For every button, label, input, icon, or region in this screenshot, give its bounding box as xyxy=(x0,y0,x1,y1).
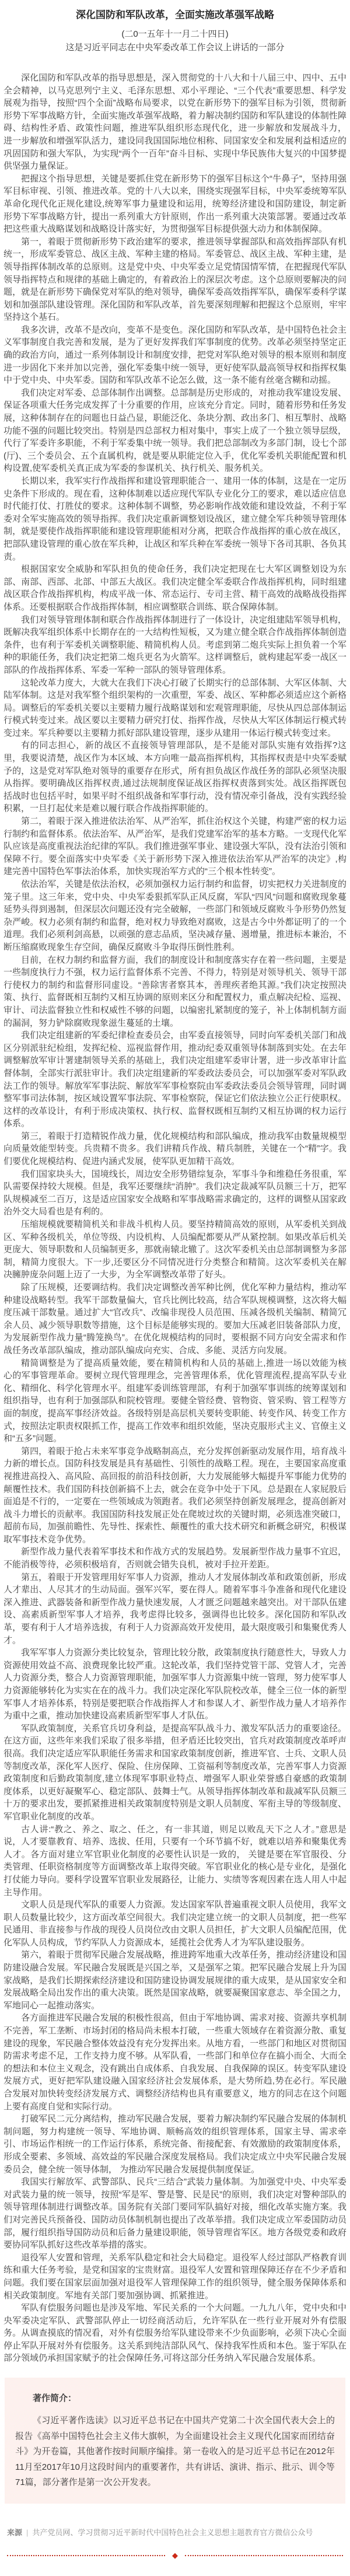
body-paragraph: 各方面推进军民融合发展的积极性很高，但由于军地协调、需求对接、资源共享机制不完善，军工垄断、市场封闭的格局尚未根本打破，一些重大领域存在着资源分散、重复建设的现象，军民融合整体效益没有充分发挥出来。从地方看，一些部门和地区对贯彻国防需求考虑不足，工作支持力度不够。从军队看，一些部门和单位存在搞小而全、大而全的想法和本位主义观念，没有跳出自成体系、自我发展、自我保障的误区。转变军队建设发展方式，更好把军队建设融入国家经济社会发展体系，是大势所趋,势在必行。军民融合发展对加快转变经济发展方式、调整经济结构也具有重要意义，地方的同志在这个问题上要有高度自觉和实际行动。 xyxy=(4,2013,346,2112)
book-intro-label: 著作简介： xyxy=(33,2393,77,2404)
body-paragraph: 第三，着眼于打造精锐作战力量，优化规模结构和部队编成，推动我军由数量规模型向质量效能型转变。兵贵精不贵多。我们讲精兵作战、精兵制胜，关键在一个“精”字。我们要优化规模结构、促进内涵式发展，使军队更加精干高效。 xyxy=(4,1131,346,1167)
article-body xyxy=(4,72,346,2365)
article-footer xyxy=(4,2527,346,2565)
body-paragraph: 除了压规模，还要调结构。我们决定调整改善军种比例，优化军种力量结构，推动军种建设战略转型。我军干部数量偏大，官兵比例比较高，结合军队规模调整，这次将大幅度压减干部数量。通过扩大“官改兵”、改编非现役人员范围、压减各级机关编制、精简冗余人员、减少领导职数等措施，这个目标是能够实现的。要加大压减老旧装备部队力度，为发展新型作战力量“腾笼换鸟”。在优化规模结构的同时，要根据不同方向安全需求和作战任务改革部队编成，推动部队编成向充实、合成、多能、灵活方向发展。 xyxy=(4,1282,346,1355)
body-paragraph: 深化国防和军队改革的指导思想是，深入贯彻党的十八大和十八届三中、四中、五中全会精神，以马克思列宁主义、毛泽东思想、邓小平理论、“三个代表”重要思想、科学发展观为指导，按照“四个全面”战略布局要求，以党在新形势下的强军目标为引领，贯彻新形势下军事战略方针，全面实施改革强军战略，着力解决制约国防和军队建设的体制性障碍、结构性矛盾、政策性问题，推进军队组织形态现代化，进一步解放和发展战斗力， 进一步解放和增强军队活力，建设同我国国际地位相称、同国家安全和发展利益相适应的巩固国防和强大军队，为实现“两个一百年”奋斗目标、实现中华民族伟大复兴的中国梦提供坚强力量保证。 xyxy=(4,73,346,172)
article-title: 深化国防和军队改革，全面实施改革强军战略 xyxy=(76,9,274,20)
body-paragraph: 长期以来，我军实行作战指挥和建设管理职能合一、建用一体的体制，这是在一定历史条件下形成的。现在看，这种体制难以适应现代军队专业化分工的要求，难以适应信息时代能打仗、打胜仗的要求。这种体制不调整，势必影响作战效能和建设效益，不利于军委对全军实施高效的领导指挥。我们决定重新调整划设战区，建立健全军兵种领导管理体制，就是要使作战指挥职能和建设管理职能相对分离，把联合作战指挥的重心放在战区，把部队建设管理的重心放在军兵种，让战区和军兵种在军委统一领导下各司其职、各负其责。 xyxy=(4,476,346,562)
body-paragraph: 第二，着眼于深入推进依法治军、从严治军，抓住治权这个关键，构建严密的权力运行制约和监督体系。依法治军、从严治军，是我们党建军治军的基本方略。一支现代化军队应该是高度重视法治纪律的军队。我们推进强军事业、建设强大军队，没有法治引领和保障不行。要全面落实中央军委《关于新形势下深入推进依法治军从严治军的决定》,构建完善中国特色军事法治体系，加快实现治军方式的“三个根本性转变”。 xyxy=(4,816,346,877)
body-paragraph: 古人讲:“教之、养之、取之、任之，有一非其道，则足以败乱天下之人才。”意思是说，人才要靠教育、培养、选拔、任用，只要有一个环节搞不好，就难以培养和聚集优秀人才。各方面对建立军官职业化制度的必要性认识是一致的， 关键是要在军官服役、分类管理、任职资格制度等方面调整改革上取得突破。军官职业化的核心是专业化，是强化打仗能力导向。要科学设置军官职业发展路径，让能力、实绩等客观因素在选人用人中起主导作用。 xyxy=(4,1824,346,1897)
source-line xyxy=(7,2527,343,2538)
body-paragraph: 我多次讲，改革不是改向，变革不是变色。深化国防和军队改革，是中国特色社会主义军事制度自我完善和发展，是为了更好发挥我们军事制度的优势。改革必须坚持坚定正确的政治方向，通过一系列体制设计和制度安排，把党对军队绝对领导的根本原则和制度进一步固化下来并加以完善，强化军委集中统一领导，更好使军队最高领导权和指挥权集中于党中央、中央军委。国防和军队改革不论怎么做，这一条不能有丝毫含糊和动摇。 xyxy=(4,324,346,386)
body-paragraph: 我国实行解放军、武警部队、民兵“三结合”武装力量体制。为加强党中央、中央军委对武装力量的统一领导，按照“军是军、警是警、民是民”的原则，我们决定对警种部队的领导管理体制进行调整改革。国务院有关部门要同军队搞好对接，细化改革实施方案。我们对完善民兵预备役、国防动员体制机制也提出了改革举措。我们决定成立军委国防动员部，履行组织指导国防动员和后备力量建设职能，领导管理省军区。地方各级党委和政府要协同军队抓好这些改革举措的落实。 xyxy=(4,2177,346,2250)
body-paragraph: 我们对领导管理体制和联合作战指挥体制进行了一体设计，决定组建陆军领导机构，既解决我军组织体系中长期存在的一大结构性短板，又为建立健全联合作战指挥体制创造条件，也有利于军委机关调整职能、精简机构人员。考虑到第二炮兵实际上担负着一个军种的职能任务，我们决定把第二炮兵更名为火箭军。这样调整后，就构建起军委一战区一部队的作战指挥体系、军委一军种一部队的领导管理体系。 xyxy=(4,614,346,675)
source-separator-icon: | xyxy=(26,2528,29,2537)
divider-line-left xyxy=(7,2555,165,2556)
body-paragraph: 根据国家安全威胁和军队担负的使命任务，我们决定把现在七大军区调整划设为东部、南部、西部、北部、中部五大战区。我们决定健全军委联合作战指挥机构，同时组建战区联合作战指挥机构，构成平战一体、常态运行、专司主营、精干高效的战略战役指挥体系。还要根据联合作战指挥体制，相应调整联合训练、联合保障体制。 xyxy=(4,564,346,612)
divider-line-right xyxy=(185,2555,343,2556)
body-paragraph: 有的同志担心，新的战区不直接领导管理部队，是不是能对部队实施有效指挥?这里，我要说清楚，战区作为本区域、本方向唯一最高指挥机构，其指挥权责是中央军委赋予的，这是党对军队绝对领导的重要存在形式，所有担负战区作战任务的部队必须坚决服从指挥。要明确战区指挥权责,通过法规制度保证战区指挥权责落到实处。战区指挥既包括战时也包括平时，如果平时不组织战备和军事行动，没有情况牵引备战，没有实践经验积累，一旦打起仗来是难以履行联合作战指挥职能的。 xyxy=(4,740,346,814)
article-date: (二0一五年十一月二十四日) xyxy=(121,29,229,39)
source-label: 来源 xyxy=(7,2528,23,2537)
body-paragraph: 打破军民二元分离结构，推动军民融合发展，要着力解决制约军民融合发展的体制机制问题，努力构建统一领导、军地协调、顺畅高效的组织管理体系，国家主导、需求牵引、市场运作相统一的工作运行体系，系统完备、衔接配套、有效激励的政策制度体系，形成全要素、多领域、高效益的军民融合深度发展格局。我们决定成立中央军民融合发展委员会，健全统一领导体制， 为推动军民融合发展提供制度保证。 xyxy=(4,2114,346,2175)
source-text: 共产党员网、学习贯彻习近平新时代中国特色社会主义思想主题教育官方微信公众号 xyxy=(32,2528,313,2537)
article-subtitle: 这是习近平同志在中央军委改革工作会议上讲话的一部分 xyxy=(65,43,285,53)
body-paragraph: 精简调整是为了提高质量效能，要在精简机构和人员的基础上,推进一场以效能为核心的军事管理革命。要树立现代管理理念，完善管理体系，优化管理流程,提高军队专业化、精细化、科学化管理水平。组建军委训练管理部，有利于加强军事训练的统筹谋划和组织指导，也有利于加强部队和院校管理。要健全管经费、管物资、管采购、管工程等方面的制度，提高军事经济效益。各级特别是高层机关要转变职能、转变作风、转变工作方式，按照法定职责权限抓工作，提高工作效率和组织效能，坚决克服形式主义、官僚主义和“五多”问题。 xyxy=(4,1358,346,1444)
body-paragraph: 目前，在权力制约和监督方面，我们的制度设计和制度落实存在着一些问题，主要是一些制度执行力不强，权力运行监督体系不完善、不得力，特别是对领导机关、领导干部行使权力的制约和监督形同虚设。“善除害者察其本，善理疾者绝其源。”我们决定按照决策、执行、监督既相互制约又相互协调的原则来区分和配置权力，重点解决纪检、巡视、审计、司法监督独立性和权威性不够的问题，以编密扎紧制度的笼子，补上体制机制方面的漏洞，努力铲除腐败现象滋生蔓延的土壤。 xyxy=(4,955,346,1028)
book-intro-text: 《习近平著作选读》以习近平总书记在中国共产党第二十次全国代表大会上的报告《高举中国特色社会主义伟大旗帜，为全面建设社会主义现代化国家而团结奋斗》为开卷篇，其他著作按时间顺序编排。第一卷收入的是习近平总书记在2012年11月至2017年10月这段时间内的重要著作，共有讲话、演讲、指示、批示、训令等71篇，部分著作是第一次公开发表。 xyxy=(15,2416,335,2488)
body-paragraph: 第四，着眼于抢占未来军事竞争战略制高点，充分发挥创新驱动发展作用，培育战斗力新的增长点。国防科技发展是具有基础性、引领性的战略工程。现在，主要国家高度重视推进高投入、高风险、高回报的前沿科技创新，大力发展能够大幅提升军事能力优势的颠覆性技术。我们国防科技创新搞不上去，就会在竞争中处于下风。总是跟在人家屁股后面追是不行的，一定要在一些领域成为领跑者。我们必须坚持创新发展理念，提高创新对战斗力增长的贡献率。我国国防科技发展正处在爬坡过坎的关键时期，必须选准突破口，超前布局，加强前瞻性、先导性、探索性、颠覆性的重大技术研究和新概念研究，积极谋取军事技术竞争优势。 xyxy=(4,1446,346,1544)
body-paragraph: 依法治军，关键是依法治权，必须加强权力运行制约和监督，切实把权力关进制度的笼子里。这三年来，党中央、中央军委狠抓军队正风反腐，军队“四风”问题和腐败现象蔓延势头得到遏制，但深层次问题还没有完全破解，一些部门和领域反腐败斗争形势仍然复杂严峻。权力必须有制约和监督，绝对权力导致绝对腐败，这是古今中外都证明了的一个道理。我们必须利剑高悬，以顽强的意志品质，坚决减存量、遏增量，推进标本兼治，不断压缩腐败现象生存空间，确保反腐败斗争取得压倒性胜利。 xyxy=(4,879,346,952)
decorative-divider xyxy=(7,2552,343,2565)
article-header xyxy=(4,8,346,54)
body-paragraph: 第六，着眼于贯彻军民融合发展战略，推进跨军地重大改革任务，推动经济建设和国防建设融合发展。军民融合发展既是兴国之举，又是强军之策。把军民融合发展上升为国家战略，是我们长期探索经济建设和国防建设协调发展规律的重大成果，是从国家安全和发展战略全局出发作出的重大决策。既然是国家战略，就要凝聚国家意志、举全国之力，军地同心一起推动落实。 xyxy=(4,1950,346,2011)
body-paragraph: 军队有偿服务问题也是涉及军地、军民关系的一个大问题。一九九八年，党中央和中央军委决定军队、武警部队停止一切经商活动后，允许军队在一些行业开展对外有偿服务。从调查摸底的情况看，对外有偿服务给军队建设带来不少负面影响，必须下决心全面停止军队开展对外有偿服务。这关系到纯洁部队风气、保持我军性质和本色。鉴于军队在部分领域仍承担国家赋予的社会保障任务,可将这部分任务纳入军民融合发展体系。 xyxy=(4,2303,346,2364)
body-paragraph: 退役军人安置和管理，关系军队稳定和社会大局稳定。退役军人经过部队严格教育训练和重大任务考验，是党和国家的宝贵财富。退役军人安置和管理保障还存在不少矛盾和问题。我们要在国家层面加强对退役军人管理保障工作的组织领导，健全服务保障体系和相关政策制度。军地有关部门要加强协调、抓紧推进。 xyxy=(4,2252,346,2301)
diamond-icon: ◆ xyxy=(172,2550,178,2560)
body-paragraph: 文职人员是现代军队的重要人力资源。发达国家军队普遍重视文职人员使用，我军文职人员数量比较少，这方面改革空间很大。我们决定建立统一的文职人员制度，把一些军民通用、非直接参与作战的现役人员岗位改由文职人员担任，扩大文职人员编配范围，优化军队人员构成，节约军队人力资源成本，延揽社会优秀人才为军队建设服务。 xyxy=(4,1900,346,1948)
body-paragraph: 新型作战力量代表着军事技术和作战方式的发展趋势。发展新型作战力量事不宜迟，不能消极等待，必须积极培育，否则就会错失良机，被对手拉开差距。 xyxy=(4,1547,346,1570)
body-paragraph: 压缩规模就要精简机关和非战斗机构人员。要坚持精简高效的原则，从军委机关到战区、军种各级机关，单位等级、内设机构、人员编配都要从严从紧控制。如果改革后机关更庞大、领导职数和人员编制更多，那就南辕北辙了。这次军委机关由总部制调整为多部制，精简力度很大。下一步,还要区分不同情况进行分类整合和精简。这次军委机关在解决臃肿庞杂问题上迈了一大步，为全军调整改革带了好头。 xyxy=(4,1219,346,1280)
body-paragraph: 第五，着眼于开发管理用好军事人力资源，推动人才发展体制改革和政策创新，形成人才辈出、人尽其才的生动局面。强军兴军，要在得人。随着军事斗争准备和现代化建设深入推进、武器装备和新型作战力量快速发展，人才匮乏问题越来越突出。对干部队伍建设、高素质新型军事人才培养，我考虑得比较多，强调得也比较多。深化国防和军队改革，要有利于人才培养选拔，有利于人力资源高效开发使用，最大限度吸引和集聚优秀人才。 xyxy=(4,1572,346,1645)
body-paragraph: 这轮改革力度大，大就大在我们下决心打破了长期实行的总部体制、大军区体制、大陆军体制。这是对我军整个组织架构的一次重塑，军委、战区、军种都必须适应这个新格局。调整后的军委机关要以主要精力履行战略谋划和宏观管理职能，尽快从四总部体制运行模式转变过来。战区要以主要精力研究打仗、指挥作战，尽快从大军区体制运行模式转变过来。军兵种要以主要精力抓好部队建设管理，逐步从建用一体运行模式转变过来。 xyxy=(4,677,346,738)
body-paragraph: 我军军事人力资源分类比较复杂，管理比较分散，政策制度执行随意性大，导致人力资源使用效益不高、浪费现象比较严重。这轮改革，我们坚持党管干部、党管人才，完善人力资源分类，整合人力资源管理职能，加强军事人力资源集中统一管理，努力使军事人力资源能够转化为实实在在的战斗力。我们决定深化军队院校改革，健全三位一体的新型军事人才培养体系，特别是要把联合作战指挥人才和参谋人才、新型作战力量人才培养作为重中之重，推动加快建设高素质新型军事人才队伍。 xyxy=(4,1648,346,1721)
body-paragraph: 军队政策制度，关系官兵切身利益，是提高军队战斗力、激发军队活力的重要途径。在这方面，这些年来我们采取了很多举措，但矛盾还比较突出，官兵对政策制度改革呼声很高。我们决定适应军队职能任务需求和国家政策制度创新，推进军官、士兵、文职人员等制度改革，深化军人医疗、保险、住房保障、工资福利等制度改革，完善军事人力资源政策制度和后勤政策制度,建立体现军事职业特点、增强军人职业荣誉感自豪感的政策制度体系，以更好凝聚军心、稳定部队、鼓舞士气。从领导指挥体制改革和裁减军队员额三十万的要求出发，要抓紧推进相关政策制度特别是文职人员制度、军衔主导的等级制度、军官职业化制度的改革。 xyxy=(4,1723,346,1822)
body-paragraph: 第一，着眼于贯彻新形势下政治建军的要求，推进领导掌握部队和高效指挥部队有机统一，形成军委管总、战区主战、军种主建的格局。军委管总、战区主战、军种主建，是领导指挥体制改革的总原则。这是党中央、中央军委立足党情国情军情，在把握现代军队领导指挥特点和规律的基础上确定的，有着政治上的深层次考虑。这个总原则要解决的问题，就是在新形势下确保党对军队的绝对领导，确保军委高效指挥军队，确保军委科学谋划和加强部队建设管理。深化国防和军队改革，首先要深刻理解和把握这个总原则，牢牢坚持这个基石。 xyxy=(4,236,346,323)
body-paragraph: 我们决定对军委、总部体制作出调整。总部制是历史形成的，对推动我军建设发展、保证各项重大任务完成发挥了十分重要的作用，应该充分肯定。同时，随着形势和任务发展，这种体制存在的问题也日益凸显，职能泛化、条块分割、政出多门、相互掣肘、战略功能不强的问题比较突出。特别是四总部权力相对集中，事实上成了一个独立领导层级，代行了军委许多职能，不利于军委集中统一领导。我们把总部制改为多部门制，设七个部(厅)、三个委员会、五个直属机构，就是要从职能定位入手，优化军委机关职能配置和机构设置,使军委机关真正成为军委的参谋机关、执行机关、服务机关。 xyxy=(4,387,346,474)
body-paragraph: 把握这个指导思想，关键是要抓住党在新形势下的强军目标这个“牛鼻子”，坚持用强军目标审视、引领、推进改革。党的十八大以来，围绕实现强军目标，中央军委统筹军队革命化现代化正规化建设,统筹军事力量建设和运用，统筹经济建设和国防建设，制定新形势下军事战略方针，提出一系列重大方针原则，作出一系列重大决策部署。要通过改革把这些重大战略谋划和战略设计落实好，为贯彻强军目标提供强大动力和体制保障。 xyxy=(4,173,346,235)
body-paragraph: 我们决定组建新的军委纪律检查委员会，由军委直接领导，同时向军委机关部门和战区分别派驻纪检组，发挥纪检、巡视监督作用，推动纪委双重领导体制落到实处。在去年调整解放军审计署建制领导关系的基础上，我们决定组建军委审计署，进一步改革审计监督体制，全部实行派驻审计。我们决定组建新的军委政法委员会，可以加强军委对军队政法工作的领导。解放军军事法院、解放军军事检察院由军委政法委员会领导管理，同时调整军事司法体制，按区域设置军事法院、军事检察院，保证它们依法独立公正行使职权。这样的改革设计，有利于形成决策权、执行权、监督权既相互制约又相互协调的权力运行体系。 xyxy=(4,1030,346,1129)
book-intro-box xyxy=(5,2378,345,2504)
body-paragraph: 我们国家块头大，国境线长，周边安全形势错综复杂，军事斗争和维稳任务很重，军队需要保持较大规模。但是，我军还要继续“消肿”。我们决定裁减军队员额三十万，把军队规模减至二百万，这是适应国家安全战略和军事战略需求确定的，这样的调整从国家政治外交大局看也是有利的。 xyxy=(4,1169,346,1217)
